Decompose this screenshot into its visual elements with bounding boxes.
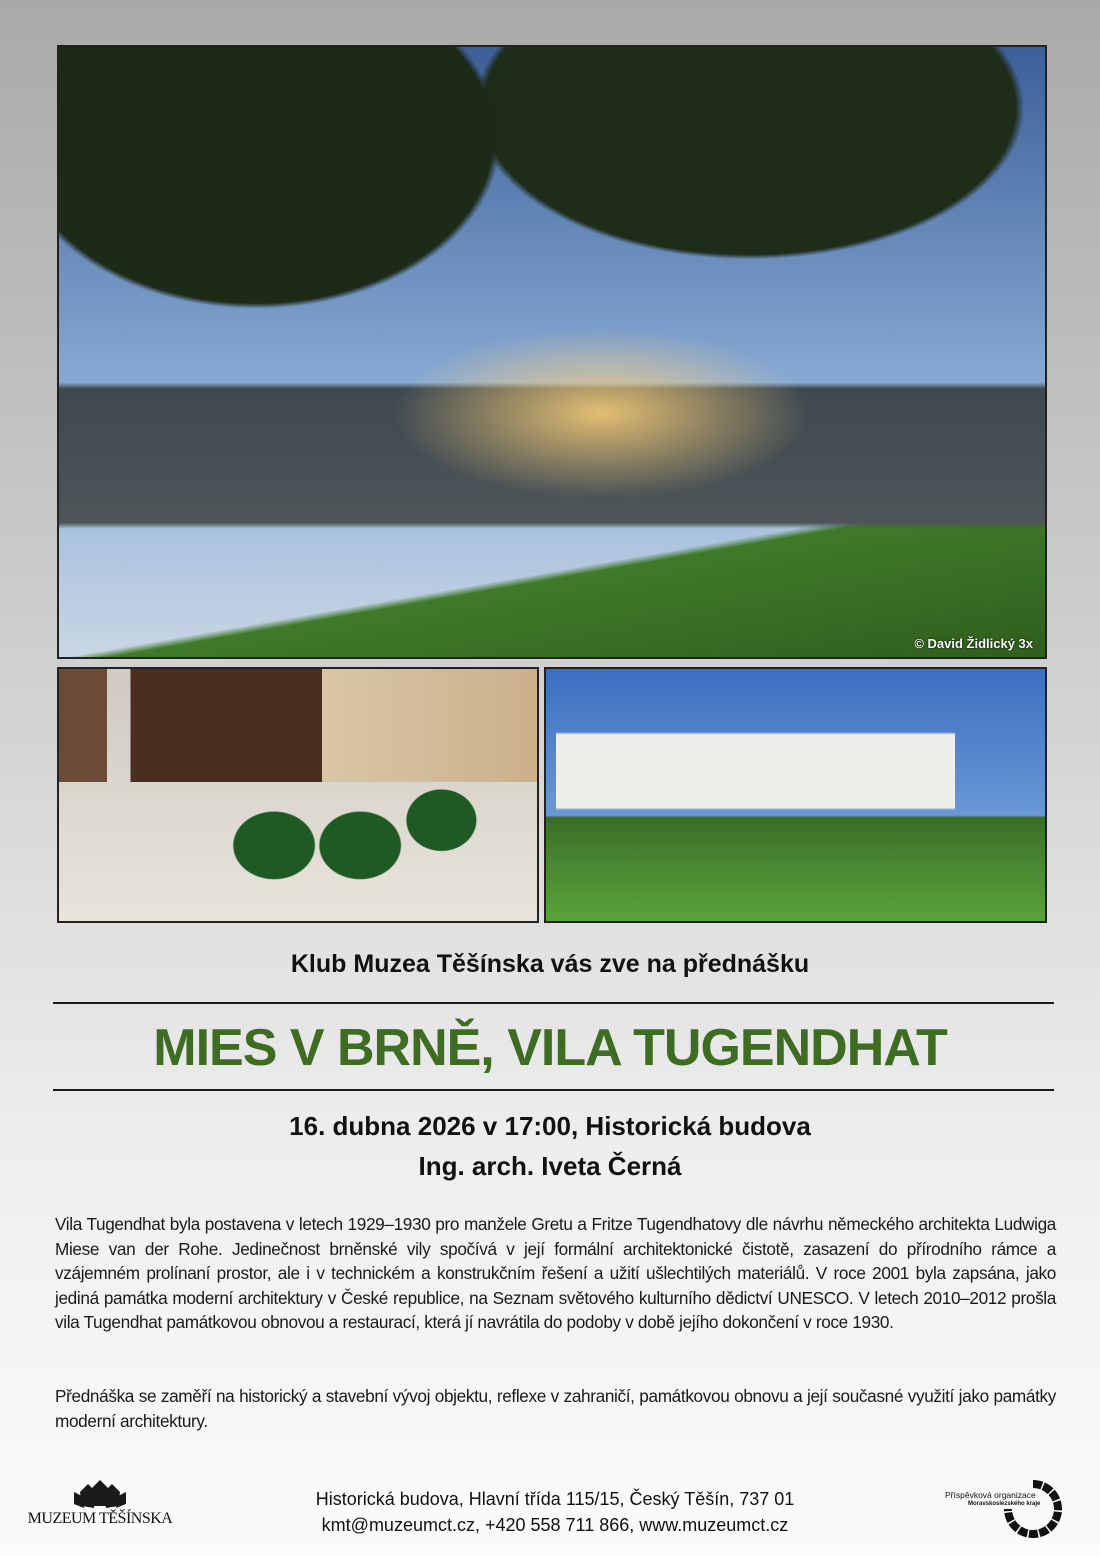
footer-contact [300, 1486, 810, 1538]
footer-address: Historická budova, Hlavní třída 115/15, Český Těšín, 737 01 [315, 1489, 795, 1509]
region-logo [940, 1480, 1080, 1538]
photo-villa-garden-view [544, 667, 1047, 923]
event-date-place: 16. dubna 2026 v 17:00, Historická budova [289, 1111, 811, 1141]
region-logo-line1: Příspěvková organizace [945, 1490, 1036, 1500]
lotus-logo-icon [70, 1478, 130, 1510]
description-paragraph: Vila Tugendhat byla postavena v letech 1929–1930 pro manžele Gretu a Fritze Tugendhatovy dle návrhu německého architekta Ludwiga Miese van der Rohe. Jedinečnost brněnské vily spočívá v její formální architektonické čistotě, zasazení do přírodního rámce a vzájemném prolínaní prostor, ale i v technickém a konstrukčním řešení a užití ušlechtilých materiálů. V roce 2001 byla zapsána, jako jediná památka moderní architektury v České republice, na Seznam světového kulturního dědictví UNESCO. V letech 2010–2012 prošla vila Tugendhat památkovou obnovou a restaurací, která jí navrátila do podoby v době jejího dokončení v roce 1930. [55, 1214, 1056, 1332]
divider-bottom [53, 1089, 1054, 1091]
event-title: MIES V BRNĚ, VILA TUGENDHAT [153, 1019, 947, 1077]
region-ring-logo-icon [1004, 1480, 1062, 1538]
photo-villa-interior [57, 667, 539, 923]
photo-credit: © David Židlický 3x [914, 636, 1033, 651]
divider-top [53, 1002, 1054, 1004]
invitation-line: Klub Muzea Těšínska vás zve na přednášku [290, 950, 810, 978]
region-logo-line2: Moravskoslezského kraje [968, 1501, 1041, 1507]
lecture-summary-paragraph: Přednáška se zaměří na historický a stavební vývoj objektu, reflexe v zahraničí, památkovou obnovu a její současné využití jako památky moderní architektury. [55, 1386, 1056, 1431]
lecturer-name: Ing. arch. Iveta Černá [418, 1151, 682, 1181]
footer-contact-details: kmt@muzeumct.cz, +420 558 711 866, www.muzeumct.cz [321, 1515, 789, 1535]
main-photo-villa-exterior-evening [57, 45, 1047, 659]
museum-logo-text: MUZEUM TĚŠÍNSKA [27, 1510, 173, 1527]
museum-logo [22, 1478, 178, 1528]
